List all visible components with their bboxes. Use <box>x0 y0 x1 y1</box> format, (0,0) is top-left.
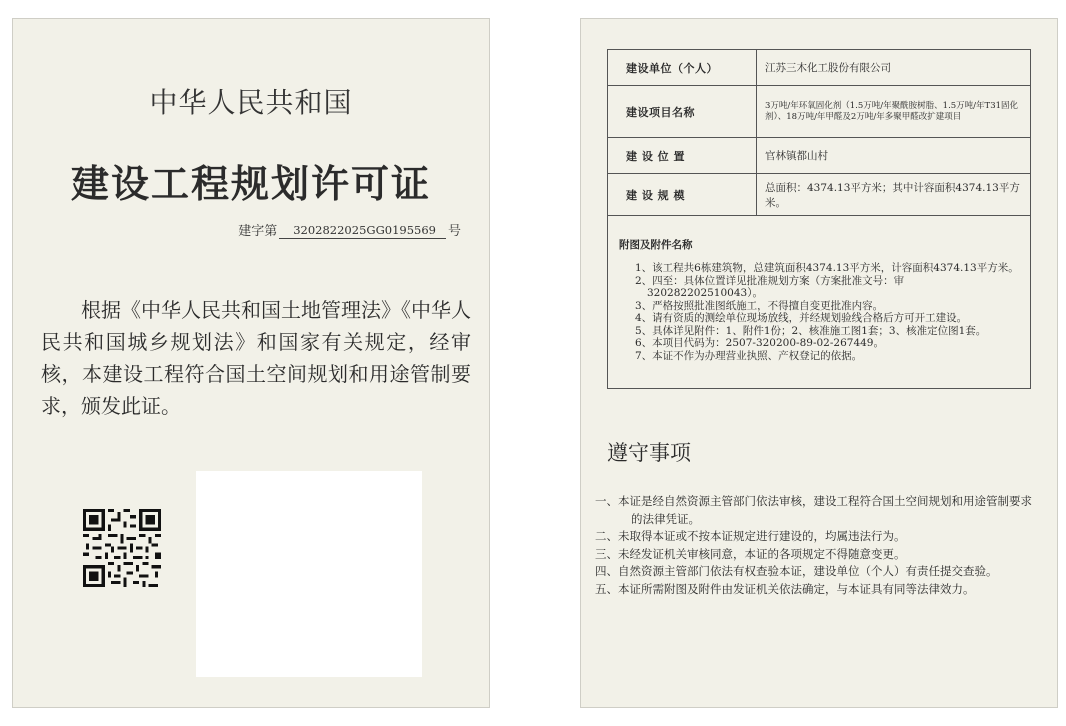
table-row <box>608 50 1031 86</box>
redacted-area <box>196 471 422 677</box>
certificate-details-page <box>580 18 1058 708</box>
number-value: 3202822025GG0195569 <box>279 223 446 239</box>
list-item: 五、本证所需附图及附件由发证机关依法确定，与本证具有同等法律效力。 <box>595 581 975 596</box>
attachments-list <box>635 262 1019 362</box>
notice-title: 遵守事项 <box>607 441 691 465</box>
list-item: 3、严格按照批准图纸施工，不得擅自变更批准内容。 <box>635 299 884 312</box>
row-value: 总面积：4374.13平方米；其中计容面积4374.13平方米。 <box>757 174 1031 216</box>
row-label: 建 设 规 模 <box>608 174 757 216</box>
list-item: 7、本证不作为办理营业执照、产权登记的依据。 <box>635 349 863 362</box>
list-item: 2、四至：具体位置详见批准规划方案（方案批准文号：审320282202510043）。 <box>635 274 905 299</box>
row-label: 建设项目名称 <box>608 86 757 138</box>
notice-list <box>595 493 1035 598</box>
qr-code-icon <box>83 509 161 587</box>
table-row <box>608 138 1031 174</box>
certificate-number <box>238 220 461 239</box>
project-info-table <box>607 49 1031 216</box>
table-row <box>608 174 1031 216</box>
row-label: 建设单位（个人） <box>608 50 757 86</box>
certificate-cover-page <box>12 18 490 708</box>
certificate-body-text: 根据《中华人民共和国土地管理法》《中华人民共和国城乡规划法》和国家有关规定，经审核，本建设工程符合国土空间规划和用途管制要求，颁发此证。 <box>41 298 471 418</box>
list-item: 5、具体详见附件：1、附件1份；2、核准施工图1套；3、核准定位图1套。 <box>635 324 987 337</box>
table-row <box>608 86 1031 138</box>
list-item: 三、未经发证机关审核同意，本证的各项规定不得随意变更。 <box>595 546 906 561</box>
list-item: 一、本证是经自然资源主管部门依法审核，建设工程符合国土空间规划和用途管制要求的法律凭证。 <box>595 494 1032 526</box>
list-item: 4、请有资质的测绘单位现场放线，并经规划验线合格后方可开工建设。 <box>635 312 968 324</box>
list-item: 1、该工程共6栋建筑物，总建筑面积4374.13平方米，计容面积4374.13平方米。 <box>635 262 1019 274</box>
row-value: 官林镇都山村 <box>757 138 1031 174</box>
number-prefix: 建字第 <box>238 224 278 239</box>
number-suffix: 号 <box>447 224 461 239</box>
attachments-title: 附图及附件名称 <box>619 239 693 251</box>
list-item: 二、未取得本证或不按本证规定进行建设的，均属违法行为。 <box>595 529 906 543</box>
certificate-title: 建设工程规划许可证 <box>70 162 431 206</box>
row-value: 3万吨/年环氧固化剂（1.5万吨/年聚酰胺树脂、1.5万吨/年T31固化剂）、18万吨/年甲醛及2万吨/年多聚甲醛改扩建项目 <box>757 86 1031 138</box>
row-value: 江苏三木化工股份有限公司 <box>757 50 1031 86</box>
country-name: 中华人民共和国 <box>149 86 353 119</box>
row-label: 建 设 位 置 <box>608 138 757 174</box>
list-item: 6、本项目代码为：2507-320200-89-02-267449。 <box>635 337 884 349</box>
list-item: 四、自然资源主管部门依法有权查验本证，建设单位（个人）有责任提交查验。 <box>595 564 998 578</box>
